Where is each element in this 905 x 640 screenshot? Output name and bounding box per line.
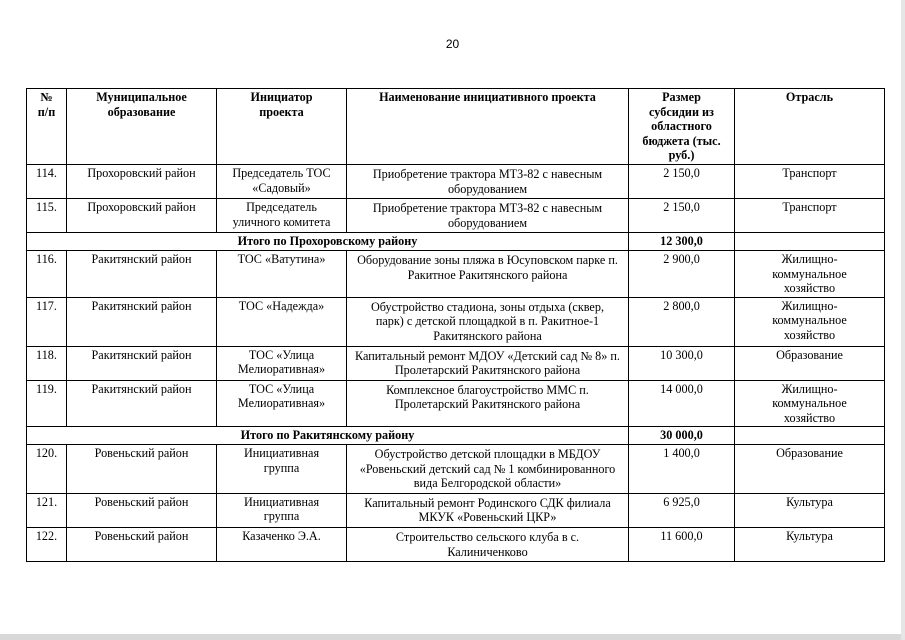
cell-amount: 2 150,0 <box>629 164 735 198</box>
cell-num: 118. <box>27 346 67 380</box>
cell-municipality: Ракитянский район <box>67 250 217 297</box>
cell-initiator: Инициативная группа <box>217 445 347 494</box>
cell-municipality: Ровеньский район <box>67 493 217 527</box>
cell-sector: Транспорт <box>735 164 885 198</box>
cell-municipality: Прохоровский район <box>67 164 217 198</box>
cell-sector: Жилищно-коммунальное хозяйство <box>735 297 885 346</box>
cell-num: 120. <box>27 445 67 494</box>
cell-amount: 1 400,0 <box>629 445 735 494</box>
cell-project: Комплексное благоустройство ММС п. Пролетарский Ракитянского района <box>347 380 629 427</box>
cell-initiator: Инициативная группа <box>217 493 347 527</box>
cell-amount: 6 925,0 <box>629 493 735 527</box>
cell-num: 121. <box>27 493 67 527</box>
total-row <box>27 233 885 251</box>
cell-project: Оборудование зоны пляжа в Юсуповском парке п. Ракитное Ракитянского района <box>347 250 629 297</box>
cell-project: Обустройство детской площадки в МБДОУ «Ровеньский детский сад № 1 комбинированного вида Белгородской области» <box>347 445 629 494</box>
header-initiator: Инициатор проекта <box>217 89 347 165</box>
cell-num: 116. <box>27 250 67 297</box>
cell-sector: Культура <box>735 528 885 562</box>
cell-sector: Образование <box>735 445 885 494</box>
header-amount: Размер субсидии из областного бюджета (тыс. руб.) <box>629 89 735 165</box>
table-row <box>27 346 885 380</box>
cell-amount: 11 600,0 <box>629 528 735 562</box>
cell-project: Капитальный ремонт Родинского СДК филиала МКУК «Ровеньский ЦКР» <box>347 493 629 527</box>
table-row <box>27 380 885 427</box>
cell-initiator: ТОС «Надежда» <box>217 297 347 346</box>
page-bottom-edge <box>0 634 905 640</box>
table-row <box>27 528 885 562</box>
cell-initiator: Председатель уличного комитета <box>217 199 347 233</box>
cell-amount: 2 150,0 <box>629 199 735 233</box>
total-label: Итого по Прохоровскому району <box>27 233 629 251</box>
cell-sector: Жилищно-коммунальное хозяйство <box>735 380 885 427</box>
table-row <box>27 250 885 297</box>
header-num: № п/п <box>27 89 67 165</box>
table-body <box>27 164 885 561</box>
cell-initiator: ТОС «Улица Мелиоративная» <box>217 380 347 427</box>
page-right-edge <box>901 0 905 640</box>
header-sector: Отрасль <box>735 89 885 165</box>
cell-initiator: Казаченко Э.А. <box>217 528 347 562</box>
cell-project: Приобретение трактора МТЗ-82 с навесным оборудованием <box>347 199 629 233</box>
cell-num: 117. <box>27 297 67 346</box>
cell-amount: 2 900,0 <box>629 250 735 297</box>
cell-amount: 14 000,0 <box>629 380 735 427</box>
cell-municipality: Ракитянский район <box>67 346 217 380</box>
cell-num: 119. <box>27 380 67 427</box>
cell-project: Капитальный ремонт МДОУ «Детский сад № 8» п. Пролетарский Ракитянского района <box>347 346 629 380</box>
total-empty-cell <box>735 427 885 445</box>
cell-num: 122. <box>27 528 67 562</box>
cell-municipality: Ровеньский район <box>67 445 217 494</box>
cell-initiator: ТОС «Улица Мелиоративная» <box>217 346 347 380</box>
table-row <box>27 199 885 233</box>
cell-sector: Образование <box>735 346 885 380</box>
total-amount: 30 000,0 <box>629 427 735 445</box>
cell-project: Обустройство стадиона, зоны отдыха (сквер, парк) с детской площадкой в п. Ракитное-1 Ракитянского района <box>347 297 629 346</box>
total-row <box>27 427 885 445</box>
header-municipality: Муниципальное образование <box>67 89 217 165</box>
table-row <box>27 164 885 198</box>
total-label: Итого по Ракитянскому району <box>27 427 629 445</box>
cell-municipality: Ровеньский район <box>67 528 217 562</box>
cell-municipality: Ракитянский район <box>67 380 217 427</box>
table-row <box>27 493 885 527</box>
cell-sector: Жилищно-коммунальное хозяйство <box>735 250 885 297</box>
cell-municipality: Ракитянский район <box>67 297 217 346</box>
cell-amount: 10 300,0 <box>629 346 735 380</box>
cell-num: 115. <box>27 199 67 233</box>
cell-amount: 2 800,0 <box>629 297 735 346</box>
cell-initiator: ТОС «Ватутина» <box>217 250 347 297</box>
table-row <box>27 297 885 346</box>
cell-sector: Транспорт <box>735 199 885 233</box>
cell-sector: Культура <box>735 493 885 527</box>
cell-municipality: Прохоровский район <box>67 199 217 233</box>
table-row <box>27 445 885 494</box>
cell-project: Строительство сельского клуба в с. Калиниченково <box>347 528 629 562</box>
cell-project: Приобретение трактора МТЗ-82 с навесным оборудованием <box>347 164 629 198</box>
cell-initiator: Председатель ТОС «Садовый» <box>217 164 347 198</box>
cell-num: 114. <box>27 164 67 198</box>
table-header-row <box>27 89 885 165</box>
header-project: Наименование инициативного проекта <box>347 89 629 165</box>
total-amount: 12 300,0 <box>629 233 735 251</box>
subsidy-table <box>26 88 885 562</box>
page-number: 20 <box>445 37 460 51</box>
total-empty-cell <box>735 233 885 251</box>
